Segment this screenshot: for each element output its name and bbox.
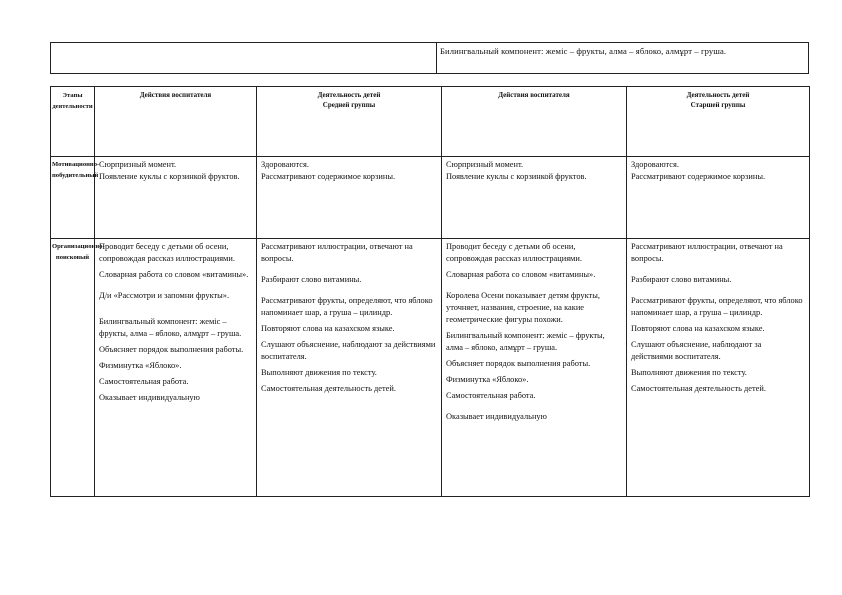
cell-paragraph: Проводит беседу с детьми об осени, сопровождая рассказ иллюстрациями. xyxy=(99,242,235,263)
motiv-teacher-middle xyxy=(95,157,257,239)
motiv-teacher-senior xyxy=(442,157,627,239)
cell-paragraph: Рассматривают фрукты, определяют, что яблоко напоминает шар, а груша – цилиндр. xyxy=(631,296,803,317)
table-row-organization xyxy=(51,239,810,497)
cell-paragraph: Самостоятельная работа. xyxy=(446,391,536,400)
cell-paragraph: Разбирают слово витамины. xyxy=(631,275,732,284)
cell-paragraph: Оказывает индивидуальную xyxy=(99,393,200,402)
cell-paragraph: Самостоятельная работа. xyxy=(99,377,189,386)
cell-paragraph: Физминутка «Яблоко». xyxy=(446,375,529,384)
header-stage: Этапы деятельности xyxy=(51,87,95,157)
cell-paragraph: Словарная работа со словом «витамины». xyxy=(99,270,249,279)
cell-paragraph: Оказывает индивидуальную xyxy=(446,412,547,421)
stage-organization: Организационно-поисковый xyxy=(51,239,95,497)
cell-paragraph: Объясняет порядок выполнения работы. xyxy=(446,359,591,368)
org-children-middle xyxy=(257,239,442,497)
org-teacher-senior xyxy=(442,239,627,497)
header-children-senior: Деятельность детей Старшей группы xyxy=(627,87,810,157)
cell-paragraph: Словарная работа со словом «витамины». xyxy=(446,270,596,279)
cell-paragraph: Объясняет порядок выполнения работы. xyxy=(99,345,244,354)
cell-paragraph: Слушают объяснение, наблюдают за действиями воспитателя. xyxy=(631,340,762,361)
cell-paragraph: Здороваются. Рассматривают содержимое корзины. xyxy=(631,160,766,181)
header-teacher-middle: Действия воспитателя xyxy=(95,87,257,157)
motiv-children-middle xyxy=(257,157,442,239)
cell-paragraph: Королева Осени показывает детям фрукты, уточняет, названия, строение, на какие геометрические фигуры похожи. xyxy=(446,291,600,324)
cell-paragraph: Д/и «Рассмотри и запомни фрукты». xyxy=(99,291,230,300)
cell-paragraph: Выполняют движения по тексту. xyxy=(631,368,747,377)
bilingual-header-box xyxy=(50,42,809,74)
stage-motivation: Мотивационно-побудительный xyxy=(51,157,95,239)
cell-paragraph: Разбирают слово витамины. xyxy=(261,275,362,284)
org-children-senior xyxy=(627,239,810,497)
cell-paragraph: Билингвальный компонент: жеміс – фрукты, алма – яблоко, алмұрт – груша. xyxy=(99,317,242,338)
cell-paragraph: Слушают объяснение, наблюдают за действиями воспитателя. xyxy=(261,340,436,361)
header-teacher-senior: Действия воспитателя xyxy=(442,87,627,157)
cell-paragraph: Сюрпризный момент. Появление куклы с корзинкой фруктов. xyxy=(446,160,587,181)
cell-paragraph: Физминутка «Яблоко». xyxy=(99,361,182,370)
cell-paragraph: Проводит беседу с детьми об осени, сопровождая рассказ иллюстрациями. xyxy=(446,242,582,263)
cell-paragraph: Самостоятельная деятельность детей. xyxy=(631,384,766,393)
header-divider xyxy=(436,43,437,73)
cell-paragraph: Рассматривают иллюстрации, отвечают на вопросы. xyxy=(261,242,413,263)
cell-paragraph: Самостоятельная деятельность детей. xyxy=(261,384,396,393)
cell-paragraph: Здороваются. Рассматривают содержимое корзины. xyxy=(261,160,396,181)
org-teacher-middle xyxy=(95,239,257,497)
cell-paragraph: Выполняют движения по тексту. xyxy=(261,368,377,377)
header-children-middle: Деятельность детей Средней группы xyxy=(257,87,442,157)
table-row-motivation xyxy=(51,157,810,239)
cell-paragraph: Рассматривают фрукты, определяют, что яблоко напоминает шар, а груша – цилиндр. xyxy=(261,296,433,317)
cell-paragraph: Билингвальный компонент: жеміс – фрукты, алма – яблоко, алмұрт – груша. xyxy=(446,331,605,352)
cell-paragraph: Повторяют слова на казахском языке. xyxy=(631,324,765,333)
cell-paragraph: Рассматривают иллюстрации, отвечают на вопросы. xyxy=(631,242,783,263)
bilingual-component-text: Билингвальный компонент: жеміс – фрукты, алма – яблоко, алмұрт – груша. xyxy=(440,46,727,56)
motiv-children-senior xyxy=(627,157,810,239)
lesson-plan-table xyxy=(50,86,810,497)
table-header-row xyxy=(51,87,810,157)
cell-paragraph: Повторяют слова на казахском языке. xyxy=(261,324,395,333)
cell-paragraph: Сюрпризный момент. Появление куклы с корзинкой фруктов. xyxy=(99,160,240,181)
